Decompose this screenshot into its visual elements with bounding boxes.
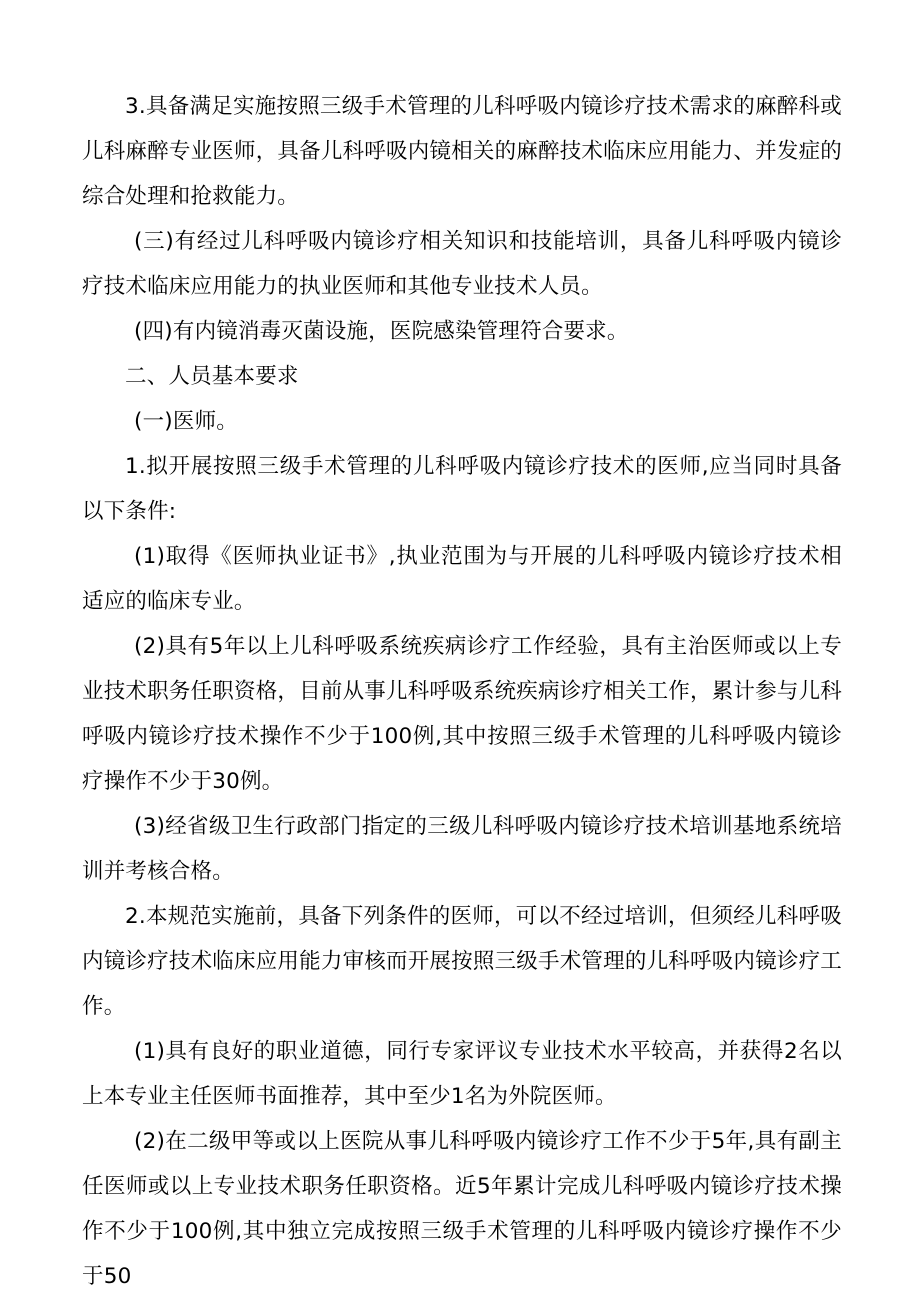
list-item-2: (2)具有5年以上儿科呼吸系统疾病诊疗工作经验，具有主治医师或以上专业技术职务任职资格，目前从事儿科呼吸系统疾病诊疗相关工作，累计参与儿科呼吸内镜诊疗技术操作不少于100例,其中按照三级手术管理的儿科呼吸内镜诊疗操作不少于30例。 [82, 634, 842, 794]
paragraph-prior-physicians: 2.本规范实施前，具备下列条件的医师，可以不经过培训，但须经儿科呼吸内镜诊疗技术临床应用能力审核而开展按照三级手术管理的儿科呼吸内镜诊疗工作。 [82, 904, 842, 1019]
list-item-experience: (2)在二级甲等或以上医院从事儿科呼吸内镜诊疗工作不少于5年,具有副主任医师或以上专业技术职务任职资格。近5年累计完成儿科呼吸内镜诊疗技术操作不少于100例,其中独立完成按照三级手术管理的儿科呼吸内镜诊疗操作不少于50 [82, 1129, 842, 1289]
list-item-ethics: (1)具有良好的职业道德，同行专家评议专业技术水平较高，并获得2名以上本专业主任医师书面推荐，其中至少1名为外院医师。 [82, 1039, 842, 1109]
heading-personnel-requirements: 二、人员基本要求 [125, 364, 299, 389]
paragraph-section-four: (四)有内镜消毒灭菌设施，医院感染管理符合要求。 [134, 319, 629, 344]
paragraph-section-three: (三)有经过儿科呼吸内镜诊疗相关知识和技能培训，具备儿科呼吸内镜诊疗技术临床应用能力的执业医师和其他专业技术人员。 [82, 229, 842, 299]
paragraph-physician-conditions: 1.拟开展按照三级手术管理的儿科呼吸内镜诊疗技术的医师,应当同时具备以下条件: [82, 454, 842, 524]
list-item-1: (1)取得《医师执业证书》,执业范围为与开展的儿科呼吸内镜诊疗技术相适应的临床专业。 [82, 544, 842, 614]
paragraph-anesthesia-requirement: 3.具备满足实施按照三级手术管理的儿科呼吸内镜诊疗技术需求的麻醉科或儿科麻醉专业医师，具备儿科呼吸内镜相关的麻醉技术临床应用能力、并发症的综合处理和抢救能力。 [82, 94, 842, 209]
list-item-3: (3)经省级卫生行政部门指定的三级儿科呼吸内镜诊疗技术培训基地系统培训并考核合格。 [82, 814, 842, 884]
heading-physicians: (一)医师。 [134, 409, 238, 434]
document-body [82, 84, 842, 1299]
